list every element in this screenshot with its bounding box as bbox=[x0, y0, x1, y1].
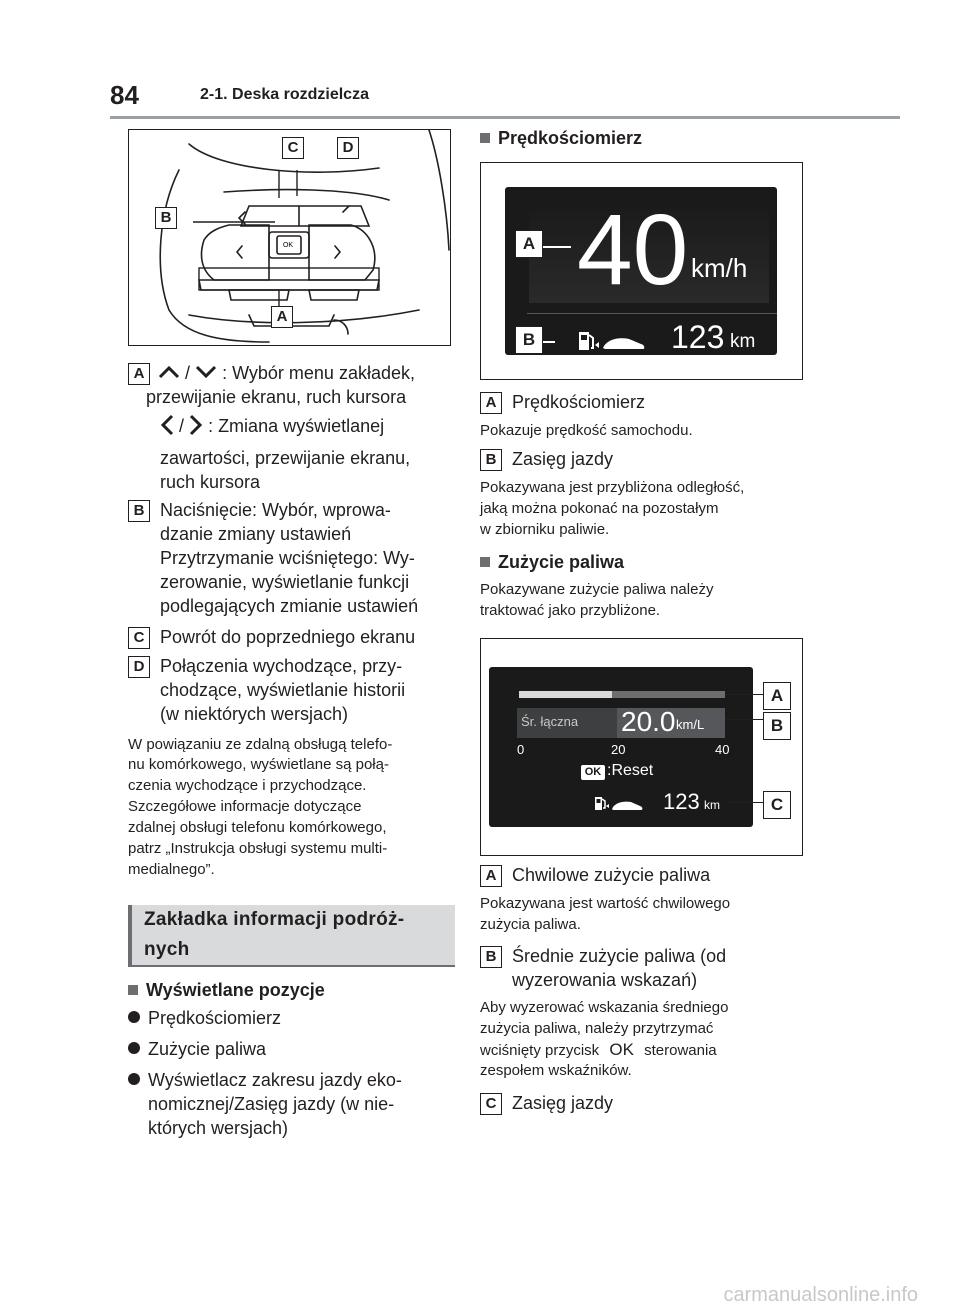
item-a-label: A bbox=[128, 363, 150, 385]
fuel-figure-label-a: A bbox=[763, 682, 791, 710]
avg-fuel-label: Śr. łączna bbox=[521, 714, 579, 729]
displayed-items-title bbox=[128, 978, 325, 1002]
figure-label-b: B bbox=[155, 207, 177, 229]
speed-value: 40 bbox=[577, 194, 689, 306]
avg-fuel-unit: km/L bbox=[676, 717, 705, 732]
fuel-pump-car-icon bbox=[577, 329, 651, 355]
chevron-left-icon bbox=[160, 414, 174, 436]
tick-0: 0 bbox=[517, 742, 525, 757]
page-number: 84 bbox=[110, 80, 139, 110]
bullet-2-text: Zużycie paliwa bbox=[148, 1039, 267, 1059]
section-title: 2-1. Deska rozdzielcza bbox=[200, 86, 369, 103]
speed-b-title: Zasięg jazdy bbox=[512, 449, 614, 469]
slash-text: / bbox=[185, 363, 191, 383]
note-line-6: patrz „Instrukcja obsługi systemu multi- bbox=[128, 840, 388, 857]
bullet-3-line1: Wyświetlacz zakresu jazdy eko- bbox=[148, 1070, 402, 1090]
item-d-line3: (w niektórych wersjach) bbox=[160, 704, 349, 724]
slash-text-2: / bbox=[179, 416, 185, 436]
fuel-b-desc-3-post: sterowania bbox=[644, 1042, 717, 1059]
fuel-pump-car-icon bbox=[593, 795, 649, 813]
fuel-b-desc-2: zużycia paliwa, należy przytrzymać bbox=[480, 1020, 714, 1037]
item-d-label: D bbox=[128, 656, 150, 678]
note-line-2: nu komórkowego, wyświetlane są połą- bbox=[128, 756, 389, 773]
bullet-3-line2: nomicznej/Zasięg jazdy (w nie- bbox=[148, 1094, 395, 1114]
item-b-line1: Naciśnięcie: Wybór, wprowa- bbox=[160, 500, 391, 520]
speed-section-title bbox=[480, 126, 642, 150]
item-b-label: B bbox=[128, 500, 150, 522]
speed-b-label: B bbox=[480, 449, 502, 471]
note-line-7: medialnego”. bbox=[128, 861, 215, 878]
fuel-figure-label-b: B bbox=[763, 712, 791, 740]
fuel-desc-2: traktować jako przybliżone. bbox=[480, 602, 661, 619]
bullet-2 bbox=[128, 1037, 266, 1061]
item-a-line2: przewijanie ekranu, ruch kursora bbox=[146, 387, 407, 407]
bullet-3 bbox=[128, 1068, 402, 1092]
speed-b-desc-2: jaką można pokonać na pozostałym bbox=[480, 500, 719, 517]
fuel-b-desc-3 bbox=[480, 1040, 717, 1061]
ok-badge: OK bbox=[581, 765, 605, 780]
speed-section-title-text: Prędkościomierz bbox=[498, 128, 643, 148]
note-line-4: Szczegółowe informacje dotyczące bbox=[128, 798, 362, 815]
range-unit: km bbox=[730, 331, 756, 352]
speed-unit: km/h bbox=[691, 253, 748, 283]
speed-a-label: A bbox=[480, 392, 502, 414]
bullet-dot-icon bbox=[128, 1011, 140, 1023]
note-line-5: zdalnej obsługi telefonu komórkowego, bbox=[128, 819, 387, 836]
heading-line-2: nych bbox=[144, 939, 190, 960]
fuel-range-unit: km bbox=[704, 798, 720, 812]
fuel-a-desc-1: Pokazywana jest wartość chwilowego bbox=[480, 895, 731, 912]
ok-key-text: OK bbox=[282, 242, 294, 249]
fuel-section-title-text: Zużycie paliwa bbox=[498, 552, 625, 572]
range-value: 123 bbox=[671, 319, 725, 355]
bullet-dot-icon bbox=[128, 1073, 140, 1085]
fuel-b-label: B bbox=[480, 946, 502, 968]
fuel-a-desc-2: zużycia paliwa. bbox=[480, 916, 581, 933]
bullet-1 bbox=[128, 1006, 281, 1030]
speed-figure-label-a: A bbox=[515, 230, 543, 258]
displayed-items-title-text: Wyświetlane pozycje bbox=[146, 980, 325, 1000]
fuel-b-desc-4: zespołem wskaźników. bbox=[480, 1062, 632, 1079]
avg-fuel-value: 20.0 bbox=[621, 706, 676, 737]
speed-a-title: Prędkościomierz bbox=[512, 392, 646, 412]
header-rule bbox=[110, 116, 900, 119]
fuel-b-title-1: Średnie zużycie paliwa (od bbox=[512, 946, 727, 966]
item-a-line3 bbox=[160, 414, 384, 438]
item-a-line5: ruch kursora bbox=[160, 472, 261, 492]
fuel-a-label: A bbox=[480, 865, 502, 887]
fuel-range-value: 123 bbox=[663, 789, 700, 814]
square-bullet-icon bbox=[128, 985, 138, 995]
item-a-line3-text: : Zmiana wyświetlanej bbox=[208, 416, 385, 436]
bullet-3-line3: których wersjach) bbox=[148, 1118, 289, 1138]
chevron-down-icon bbox=[195, 365, 217, 379]
item-c-label: C bbox=[128, 627, 150, 649]
note-line-3: czenia wychodzące i przychodzące. bbox=[128, 777, 367, 794]
fuel-figure-label-c: C bbox=[763, 791, 791, 819]
fuel-a-title: Chwilowe zużycie paliwa bbox=[512, 865, 711, 885]
item-a-line1 bbox=[158, 361, 458, 385]
item-b-line3: Przytrzymanie wciśniętego: Wy- bbox=[160, 548, 415, 568]
speed-a-desc: Pokazuje prędkość samochodu. bbox=[480, 422, 693, 439]
item-c-text: Powrót do poprzedniego ekranu bbox=[160, 627, 416, 647]
item-a-line4: zawartości, przewijanie ekranu, bbox=[160, 448, 411, 468]
bullet-1-text: Prędkościomierz bbox=[148, 1008, 282, 1028]
figure-label-c: C bbox=[282, 137, 304, 159]
note-line-1: W powiązaniu ze zdalną obsługą telefo- bbox=[128, 736, 393, 753]
fuel-b-desc-3-pre: wciśnięty przycisk bbox=[480, 1042, 600, 1059]
tick-40: 40 bbox=[715, 742, 730, 757]
bullet-dot-icon bbox=[128, 1042, 140, 1054]
ok-button-glyph: OK bbox=[609, 1040, 634, 1059]
watermark: carmanualsonline.info bbox=[723, 1284, 918, 1306]
chevron-up-icon bbox=[158, 365, 180, 379]
fuel-consumption-figure bbox=[480, 638, 803, 856]
item-b-line2: dzanie zmiany ustawień bbox=[160, 524, 352, 544]
figure-label-a: A bbox=[271, 306, 293, 328]
speed-b-desc-1: Pokazywana jest przybliżona odległość, bbox=[480, 479, 745, 496]
instant-fuel-bar-fill bbox=[519, 691, 612, 698]
speed-figure-label-b: B bbox=[515, 326, 543, 354]
speed-b-desc-3: w zbiorniku paliwie. bbox=[480, 521, 610, 538]
fuel-c-title: Zasięg jazdy bbox=[512, 1093, 614, 1113]
item-b-line4: zerowanie, wyświetlanie funkcji bbox=[160, 572, 410, 592]
item-a-line1-text: : Wybór menu zakładek, bbox=[222, 363, 415, 383]
item-d-line1: Połączenia wychodzące, przy- bbox=[160, 656, 403, 676]
figure-label-d: D bbox=[337, 137, 359, 159]
square-bullet-icon bbox=[480, 133, 490, 143]
item-d-line2: chodzące, wyświetlanie historii bbox=[160, 680, 406, 700]
fuel-b-desc-1: Aby wyzerować wskazania średniego bbox=[480, 999, 729, 1016]
reset-label: :Reset bbox=[607, 762, 654, 779]
chevron-right-icon bbox=[189, 414, 203, 436]
fuel-desc-1: Pokazywane zużycie paliwa należy bbox=[480, 581, 714, 598]
section-heading-box bbox=[128, 905, 455, 967]
square-bullet-icon bbox=[480, 557, 490, 567]
heading-line-1: Zakładka informacji podróż- bbox=[144, 909, 405, 930]
item-b-line5: podlegających zmianie ustawień bbox=[160, 596, 419, 616]
fuel-b-title-2: wyzerowania wskazań) bbox=[512, 970, 698, 990]
instant-fuel-bar bbox=[519, 691, 725, 698]
tick-20: 20 bbox=[611, 742, 626, 757]
fuel-section-title bbox=[480, 550, 624, 574]
fuel-c-label: C bbox=[480, 1093, 502, 1115]
